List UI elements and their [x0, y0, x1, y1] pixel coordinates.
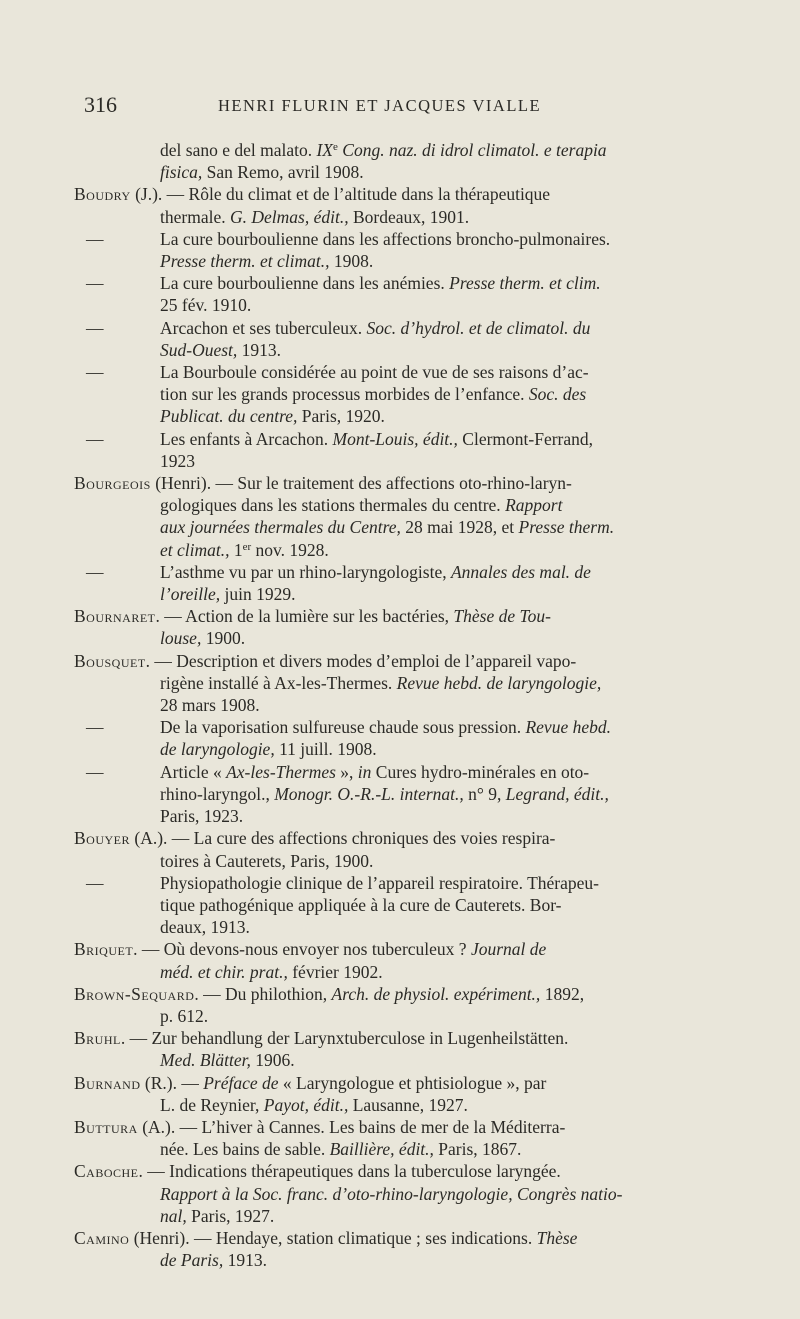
entry-text: « Laryngologue et phtisiologue », par [278, 1072, 547, 1093]
entry-line [74, 694, 728, 716]
entry-text: Thèse [536, 1227, 578, 1248]
ditto-dash: — [86, 317, 104, 338]
entry-text: e [333, 141, 338, 153]
entry-text: Soc. d’hydrol. et de climatol. du [366, 317, 591, 338]
entry-text: Annales des mal. de [450, 561, 591, 582]
entry-line [74, 961, 728, 983]
entry-line [74, 783, 728, 805]
entry-text: p. 612. [160, 1005, 209, 1026]
ditto-dash: — [86, 761, 104, 782]
entry-line [74, 317, 728, 339]
entry-text: La Bourboule considérée au point de vue de ses raisons d’ac- [160, 362, 589, 383]
entry-text: Lausanne, 1927. [348, 1094, 468, 1115]
entry-text: Article « [160, 761, 227, 782]
entry-text: 25 fév. 1910. [160, 295, 252, 316]
entry-line [74, 583, 728, 605]
entry-text: Préface de [203, 1072, 279, 1093]
entry-line [74, 1094, 728, 1116]
entry-text: et climat., [160, 539, 230, 560]
entry-text: . — Où devons-nous envoyer nos tuberculeux ? [133, 939, 471, 960]
entry-text: 1908. [329, 251, 374, 272]
entry-text: 1892, [540, 983, 585, 1004]
entry-text: De la vaporisation sulfureuse chaude sous pression. [160, 717, 526, 738]
entry-text: Cong. naz. di idrol climatol. e terapia [337, 140, 607, 160]
author-name: Bournaret [74, 606, 156, 627]
entry-text: thermale. [160, 206, 230, 227]
entry-text: deaux, 1913. [160, 917, 250, 938]
entry-text: del sano e del malato. [160, 140, 317, 160]
entry-text: tique pathogénique appliquée à la cure de Cauterets. Bor- [160, 894, 562, 915]
entry-line [74, 894, 728, 916]
entry-line [74, 805, 728, 827]
entry-line [74, 672, 728, 694]
bibliography-entry [74, 983, 728, 1027]
entry-text: Publicat. du centre, [160, 406, 298, 427]
entry-text: er [242, 540, 252, 553]
entry-text: Cures hydro-minérales en oto- [371, 761, 590, 782]
entry-line [74, 1138, 728, 1160]
entry-text: . — Du philothion, [194, 983, 332, 1004]
bibliography-entry [74, 1227, 728, 1271]
entry-text: 1913. [237, 339, 282, 360]
entry-text: Ax-les-Thermes [226, 761, 336, 782]
entry-text: février 1902. [287, 961, 383, 982]
entry-text: (Henri). — Hendaye, station climatique ; ses indications. [129, 1227, 537, 1248]
entry-text: 1900. [201, 628, 246, 649]
entry-line [74, 1249, 728, 1271]
entry-text: . — Indications thérapeutiques dans la tuberculose laryngée. [138, 1161, 561, 1182]
entry-text: nov. 1928. [251, 539, 329, 560]
entry-line [74, 361, 728, 383]
entry-line [74, 294, 728, 316]
entry-line [74, 850, 728, 872]
entry-line [74, 1049, 728, 1071]
entry-text: G. Delmas, édit., [229, 206, 349, 227]
author-name: Brown-Sequard [74, 983, 195, 1004]
entry-line [74, 1227, 728, 1249]
author-name: Camino [74, 1227, 130, 1248]
entry-line [74, 472, 728, 494]
entry-line [74, 561, 728, 583]
entry-text: Monogr. O.-R.-L. internat., [274, 783, 464, 804]
author-name: Bourgeois [74, 473, 151, 494]
entry-text: Payot, édit., [263, 1094, 349, 1115]
entry-line [74, 627, 728, 649]
entry-line [74, 738, 728, 760]
page-number: 316 [84, 92, 117, 117]
entry-text: née. Les bains de sable. [160, 1139, 330, 1160]
entry-text: rigène installé à Ax-les-Thermes. [160, 672, 397, 693]
entry-line [74, 383, 728, 405]
bibliography-entry [74, 827, 728, 938]
entry-text: L’asthme vu par un rhino-laryngologiste, [160, 561, 451, 582]
entry-text: Mont-Louis, édit., [332, 428, 458, 449]
entry-line [74, 716, 728, 738]
entry-text: (R.). — [140, 1072, 204, 1093]
entry-text: juin 1929. [220, 584, 296, 605]
entry-text: La cure bourboulienne dans les affections broncho-pulmonaires. [160, 228, 611, 249]
author-name: Bouyer [74, 828, 131, 849]
entry-line [74, 1205, 728, 1227]
entry-text: IX [316, 140, 334, 160]
entry-line [74, 405, 728, 427]
author-name: Bousquet [74, 650, 146, 671]
entry-text: 28 mai 1928, et [400, 517, 519, 538]
entry-text: 28 mars 1908. [160, 695, 260, 716]
entry-text: (A.). — L’hiver à Cannes. Les bains de mer de la Méditerra- [137, 1116, 566, 1137]
entry-line [74, 250, 728, 272]
bibliography-list [74, 139, 728, 1271]
entry-text: (J.). — Rôle du climat et de l’altitude dans la thérapeutique [130, 184, 551, 205]
entry-line [74, 161, 728, 183]
bibliography-entry [74, 938, 728, 982]
entry-text: 11 juill. 1908. [274, 739, 377, 760]
entry-text: Paris, 1927. [186, 1205, 275, 1226]
author-name: Boudry [74, 184, 131, 205]
ditto-dash: — [86, 428, 104, 449]
entry-line [74, 1027, 728, 1049]
entry-text: de Paris, [160, 1250, 224, 1271]
entry-line [74, 339, 728, 361]
entry-text: La cure bourboulienne dans les anémies. [160, 273, 450, 294]
entry-text: L. de Reynier, [160, 1094, 264, 1115]
entry-line [74, 761, 728, 783]
entry-line [74, 450, 728, 472]
author-name: Buttura [74, 1116, 138, 1137]
entry-line [74, 1116, 728, 1138]
ditto-dash: — [86, 273, 104, 294]
entry-line [74, 228, 728, 250]
entry-text: Les enfants à Arcachon. [160, 428, 333, 449]
entry-line [74, 916, 728, 938]
entry-text: gologiques dans les stations thermales du centre. [160, 495, 506, 516]
entry-text: nal, [160, 1205, 187, 1226]
entry-line [74, 872, 728, 894]
entry-line [74, 938, 728, 960]
entry-line [74, 516, 728, 538]
bibliography-entry [74, 605, 728, 649]
bibliography-entry [74, 139, 728, 183]
entry-line [74, 539, 728, 561]
entry-line [74, 1183, 728, 1205]
entry-text: . — Description et divers modes d’emploi de l’appareil vapo- [145, 650, 577, 671]
ditto-dash: — [86, 717, 104, 738]
entry-text: rhino-laryngol., [160, 783, 275, 804]
entry-line [74, 206, 728, 228]
entry-line [74, 272, 728, 294]
entry-text: méd. et chir. prat., [160, 961, 288, 982]
entry-text: Paris, 1920. [297, 406, 385, 427]
entry-text: . — Action de la lumière sur les bactéries, [155, 606, 454, 627]
running-title: HENRI FLURIN ET JACQUES VIALLE [218, 96, 542, 115]
entry-text: San Remo, avril 1908. [202, 162, 364, 183]
ditto-dash: — [86, 561, 104, 582]
bibliography-entry [74, 650, 728, 828]
entry-line [74, 183, 728, 205]
entry-line [74, 827, 728, 849]
entry-text: Revue hebd. [525, 717, 611, 738]
entry-text: 1923 [160, 450, 195, 471]
entry-line [74, 1160, 728, 1182]
entry-text: (A.). — La cure des affections chroniques des voies respira- [130, 828, 556, 849]
author-name: Caboche [74, 1161, 139, 1182]
ditto-dash: — [86, 872, 104, 893]
entry-text: Thèse de Tou- [453, 606, 551, 627]
entry-line [74, 428, 728, 450]
ditto-dash: — [86, 228, 104, 249]
entry-text: Legrand, édit., [505, 783, 609, 804]
entry-text: Baillière, édit., [329, 1139, 434, 1160]
entry-line [74, 650, 728, 672]
entry-text: in [357, 761, 372, 782]
entry-text: », [335, 761, 358, 782]
bibliography-entry [74, 1072, 728, 1116]
entry-text: Presse therm. [518, 517, 615, 538]
bibliography-entry [74, 183, 728, 472]
entry-text: l’oreille, [160, 584, 221, 605]
entry-text: 1 [229, 539, 243, 560]
author-name: Burnand [74, 1072, 141, 1093]
entry-text: n° 9, [463, 783, 506, 804]
author-name: Briquet [74, 939, 134, 960]
entry-text: 1913. [223, 1250, 267, 1271]
entry-text: Presse therm. et clim. [449, 273, 601, 294]
entry-text: Paris, 1923. [160, 806, 244, 827]
bibliography-entry [74, 1027, 728, 1071]
entry-text: Paris, 1867. [433, 1139, 522, 1160]
entry-text: Clermont-Ferrand, [457, 428, 594, 449]
entry-text: Presse therm. et climat., [160, 251, 330, 272]
entry-text: Med. Blätter, [160, 1050, 251, 1071]
entry-text: Revue hebd. de laryngologie, [396, 672, 602, 693]
entry-text: Journal de [470, 939, 547, 960]
bibliography-entry [74, 472, 728, 605]
entry-text: aux journées thermales du Centre, [160, 517, 401, 538]
entry-line [74, 1005, 728, 1027]
entry-text: de laryngologie, [160, 739, 275, 760]
entry-text: . — Zur behandlung der Larynxtuberculose in Lugenheilstätten. [120, 1028, 569, 1049]
entry-text: Arch. de physiol. expériment., [331, 983, 541, 1004]
entry-text: Soc. des [528, 384, 587, 405]
bibliography-entry [74, 1116, 728, 1160]
entry-text: 1906. [250, 1050, 295, 1071]
entry-text: Bordeaux, 1901. [348, 206, 470, 227]
entry-line [74, 139, 728, 161]
entry-text: fisica, [160, 162, 203, 183]
entry-text: (Henri). — Sur le traitement des affections oto-rhino-laryn- [150, 473, 572, 494]
entry-text: louse, [160, 628, 202, 649]
entry-text: Rapport à la Soc. franc. d’oto-rhino-laryngologie, Congrès natio- [160, 1183, 623, 1204]
entry-text: toires à Cauterets, Paris, 1900. [160, 850, 374, 871]
entry-text: Sud-Ouest, [160, 339, 238, 360]
ditto-dash: — [86, 362, 104, 383]
entry-line [74, 1072, 728, 1094]
entry-text: tion sur les grands processus morbides de l’enfance. [160, 384, 529, 405]
entry-text: Physiopathologie clinique de l’appareil respiratoire. Thérapeu- [160, 872, 599, 893]
entry-text: Rapport [505, 495, 563, 516]
page-header [84, 92, 714, 122]
entry-line [74, 605, 728, 627]
entry-line [74, 983, 728, 1005]
bibliography-entry [74, 1160, 728, 1227]
entry-line [74, 494, 728, 516]
author-name: Bruhl [74, 1028, 121, 1049]
entry-text: Arcachon et ses tuberculeux. [160, 317, 367, 338]
